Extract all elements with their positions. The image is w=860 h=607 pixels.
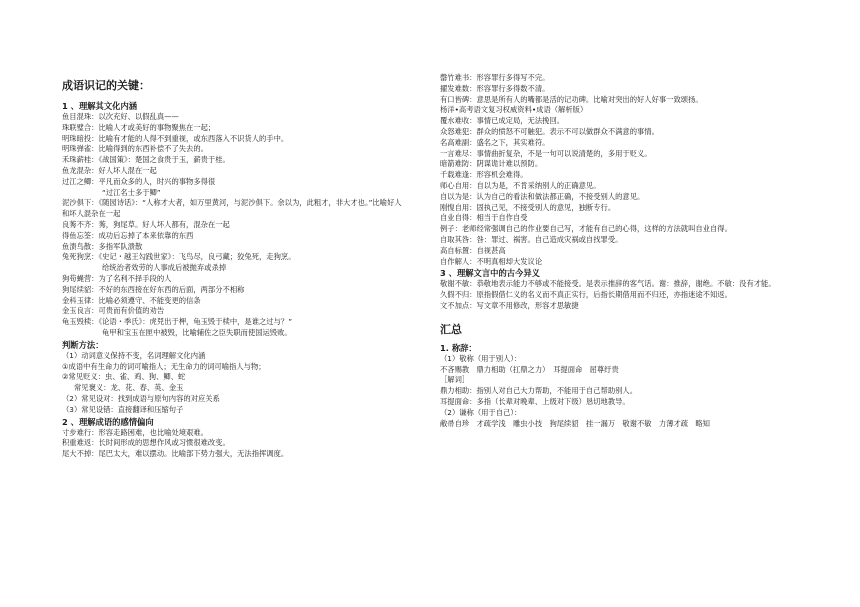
idiom-line: 尾大不掉：尾巴太大，难以摆动。比喻部下势力强大，无法指挥调度。 — [62, 449, 289, 459]
idiom-line: 一言难尽：事情曲折复杂，不是一句可以说清楚的，多用于贬义。 — [440, 148, 652, 158]
idiom-line: 龟玉毁椟：《论语・季氏》：虎兕出于柙，龟玉毁于椟中，是谁之过与？” — [62, 317, 292, 327]
idiom-line: 千载难逢：形容机会难得。 — [440, 170, 528, 180]
section-heading-culture: 1 、理解其文化内涵 — [62, 101, 138, 111]
idiom-line: 自以为是：认为自己的看法和做法都正确，不接受别人的意见。 — [440, 191, 645, 201]
idiom-line: 敬谢不敏：恭敬地表示能力不够或不能接受。是表示推辞的客气话。谢：推辞，谢绝。不敏：没有才能。 — [440, 279, 776, 289]
idiom-line: 积重难返：长时间形成的思想作风或习惯很难改变。 — [62, 438, 230, 448]
judge-method-heading: 判断方法： — [62, 339, 104, 350]
idiom-note: “过江名士多于鲫” — [102, 187, 161, 197]
idiom-line: 明珠暗投：比喻有才能的人得不到重视，或东西落入不识货人的手中。 — [62, 133, 289, 143]
idiom-line: 金科玉律：比喻必须遵守、不能变更的信条 — [62, 295, 201, 305]
idiom-line: 鱼目混珠：以次充好、以假乱真—— — [62, 112, 179, 121]
idiom-line: 鱼龙混杂：好人坏人混在一起 — [62, 165, 157, 175]
right-column — [440, 73, 795, 429]
idiom-line: 禾珠薪桂：《战国策》：楚国之食贵于玉，薪贵于桂。 — [62, 155, 230, 165]
idiom-line: 金玉良言：可贵而有价值的劝告 — [62, 306, 165, 316]
subsection-heading-honorifics: 1. 称辞： — [440, 342, 477, 353]
summary-line: 敝帚自珍 才疏学浅 雕虫小技 狗尾续貂 挂一漏万 敬谢不敏 力薄才疏 略知 — [440, 418, 710, 428]
summary-heading: 汇总 — [440, 322, 462, 336]
idiom-line: 狗苟蝇营：为了名利不择手段的人 — [62, 273, 172, 283]
idiom-line: 自作解人：不明真相却大发议论 — [440, 256, 543, 266]
idiom-line: 鱼溃鸟散：多指军队溃散 — [62, 241, 143, 251]
idiom-line: 文不加点：写文章不用修改，形容才思敏捷 — [440, 300, 579, 310]
method-line: 常见褒义：龙、花、春、英、金玉 — [74, 383, 184, 393]
method-line: （2）常见设对：找到成语与原句内容的对应关系 — [62, 393, 220, 403]
idiom-line: 自业自得：相当于自作自受 — [440, 213, 528, 223]
idiom-line: 兔死狗烹：《史记・越王勾践世家》：飞鸟尽，良弓藏；狡兔死，走狗烹。 — [62, 252, 296, 262]
idiom-line: 擢发难数：形容罪行多得数不清。 — [440, 83, 550, 93]
method-line: ②常见贬义：虫、雀、鸡、狗、鲫、蛇 — [62, 372, 186, 382]
method-line: （1）动词意义保持不变，名词理解文化内涵 — [62, 350, 206, 360]
idiom-line: 寸步难行：形容走路困难，也比喻处境艰难。 — [62, 427, 208, 437]
idiom-line: 罄竹难书：形容罪行多得写不完。 — [440, 73, 550, 82]
summary-line: 耳提面命：多指（长辈对晚辈、上级对下级）恳切地教导。 — [440, 396, 630, 406]
example-line: 例子：老师经常强调自己的作业要自己写，才能有自己的心得，这样的方法就叫自业自得。 — [440, 224, 732, 234]
summary-line: ［解词］ — [440, 375, 470, 385]
idiom-note: 给统治者效劳的人事成后被抛弃或杀掉 — [102, 263, 227, 273]
idiom-line: 刚愎自用：固执己见，不接受别人的意见，独断专行。 — [440, 202, 616, 212]
idiom-line: 师心自用：自以为是，不肯采纳别人的正确意见。 — [440, 180, 601, 190]
idiom-line: 暗箭难防：阴谋诡计难以预防。 — [440, 159, 543, 169]
idiom-line: 久假不归：原指假借仁义的名义而不真正实行，后指长期借用而不归还，亦指迷途不知返。 — [440, 290, 732, 300]
summary-line: 不吝赐教 鼎力相助（扛鼎之力） 耳提面命 屈尊纡贵 — [440, 364, 619, 374]
idiom-line: 珠联璧合：比喻人才或美好的事物聚焦在一起； — [62, 122, 216, 132]
idiom-line: 名高难副：盛名之下，其实难符。 — [440, 137, 550, 147]
summary-line: （2）谦称（用于自己）： — [440, 407, 522, 417]
section-heading-emotion: 2 、理解成语的感情偏向 — [62, 416, 154, 427]
idiom-line: 有口皆碑：意思是所有人的嘴都是活的记功碑。比喻对突出的好人好事一致颂扬。 — [440, 94, 703, 104]
idiom-line: 自取其咎：咎：罪过、祸害。自己造成灾祸或自找罪受。 — [440, 234, 623, 244]
method-line: ①成语中有生命力的词可喻指人；无生命力的词可喻指人与物； — [62, 361, 266, 371]
idiom-line: 高自标置：自视甚高 — [440, 245, 506, 255]
document-title: 成语识记的关键： — [62, 79, 150, 92]
idiom-line: 得鱼忘筌：成功后忘掉了本来依靠的东西 — [62, 230, 194, 240]
left-column — [62, 78, 407, 460]
idiom-line: 狗尾续貂：不好的东西接在好东西的后面，两部分不相称 — [62, 284, 245, 294]
idiom-line: 覆水难收：事情已成定局，无法挽回。 — [440, 116, 565, 126]
section-heading-ancient-meaning: 3 、理解文言中的古今异义 — [440, 268, 540, 279]
idiom-line: 泥沙俱下：《随园诗话》：“人称才大者，如万里黄河，与泥沙俱下。余以为，此粗才，非大才也。”比喻好人和坏人混杂在一起 — [62, 198, 402, 219]
idiom-line: 明珠弹雀：比喻得到的东西补偿不了失去的。 — [62, 144, 208, 154]
idiom-line: 良莠不齐：莠，狗尾草。好人坏人都有，混杂在一起 — [62, 219, 230, 229]
idiom-line: 众怒难犯：群众的愤怒不可触犯。表示不可以做群众不满意的事情。 — [440, 126, 659, 136]
source-note: 杨洋•高考语文复习权威资料•成语（解析版） — [440, 105, 588, 115]
method-line: （3）常见设错：直接翻译和压缩句子 — [62, 404, 184, 414]
idiom-line: 过江之鲫：平凡而众多的人，时兴的事物多得很 — [62, 176, 216, 186]
summary-line: 鼎力相助：指别人对自己大力帮助，不能用于自己帮助别人。 — [440, 386, 638, 396]
idiom-note: 龟甲和宝玉在匣中被毁，比喻辅佐之臣失职而使国运毁败。 — [102, 327, 292, 337]
summary-line: （1）敬称（用于别人）： — [440, 353, 522, 363]
